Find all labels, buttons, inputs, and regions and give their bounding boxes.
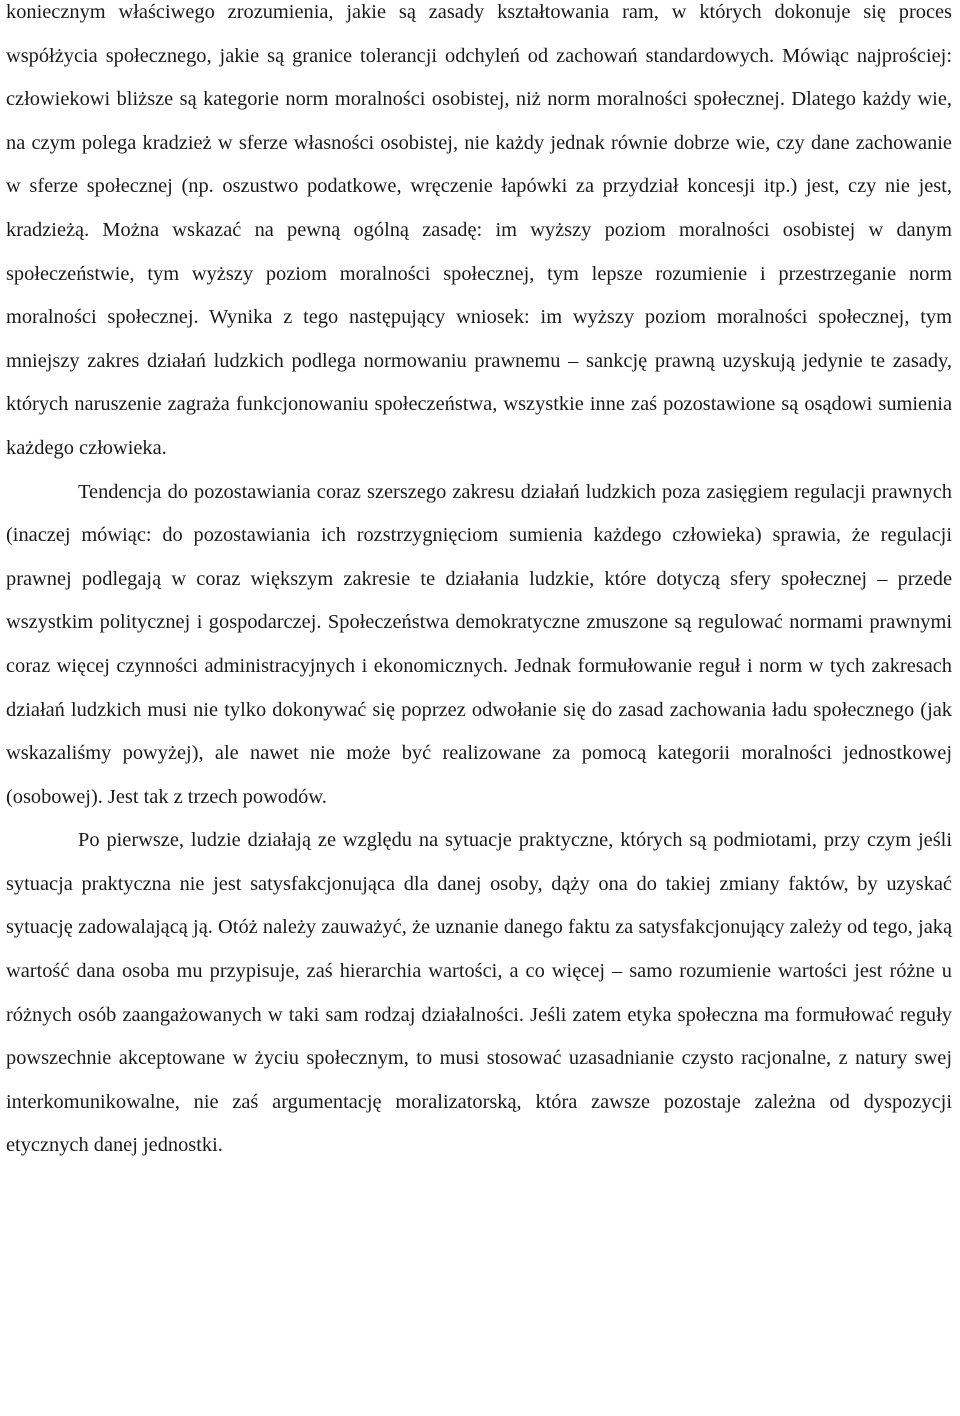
- paragraph-3: Po pierwsze, ludzie działają ze względu na sytuacje praktyczne, których są podmiotami, przy czym jeśli sytuacja praktyczna nie jest satysfakcjonująca dla danej osoby, dąży ona do takiej zmiany faktów, by uzyskać sytuację zadowalającą ją. Otóż należy zauważyć, że uznanie danego faktu za satysfakcjonujący zależy od tego, jaką wartość dana osoba mu przypisuje, zaś hierarchia wartości, a co więcej – samo rozumienie wartości jest różne u różnych osób zaangażowanych w taki sam rodzaj działalności. Jeśli zatem etyka społeczna ma formułować reguły powszechnie akceptowane w życiu społecznym, to musi stosować uzasadnianie czysto racjonalne, z natury swej interkomunikowalne, nie zaś argumentację moralizatorską, która zawsze pozostaje zależna od dyspozycji etycznych danej jednostki.: [6, 829, 952, 1157]
- paragraph-1: koniecznym właściwego zrozumienia, jakie są zasady kształtowania ram, w których dokonuje się proces współżycia społecznego, jakie są granice tolerancji odchyleń od zachowań standardowych. Mówiąc najprościej: człowiekowi bliższe są kategorie norm moralności osobistej, niż norm moralności społecznej. Dlatego każdy wie, na czym polega kradzież w sferze własności osobistej, nie każdy jednak równie dobrze wie, czy dane zachowanie w sferze społecznej (np. oszustwo podatkowe, wręczenie łapówki za przydział koncesji itp.) jest, czy nie jest, kradzieżą. Można wskazać na pewną ogólną zasadę: im wyższy poziom moralności osobistej w danym społeczeństwie, tym wyższy poziom moralności społecznej, tym lepsze rozumienie i przestrzeganie norm moralności społecznej. Wynika z tego następujący wniosek: im wyższy poziom moralności społecznej, tym mniejszy zakres działań ludzkich podlega normowaniu prawnemu – sankcję prawną uzyskują jedynie te zasady, których naruszenie zagraża funkcjonowaniu społeczeństwa, wszystkie inne zaś pozostawione są osądowi sumienia każdego człowieka.: [6, 1, 952, 459]
- paragraph-2: Tendencja do pozostawiania coraz szerszego zakresu działań ludzkich poza zasięgiem regulacji prawnych (inaczej mówiąc: do pozostawiania ich rozstrzygnięciom sumienia każdego człowieka) sprawia, że regulacji prawnej podlegają w coraz większym zakresie te działania ludzkie, które dotyczą sfery społecznej – przede wszystkim politycznej i gospodarczej. Społeczeństwa demokratyczne zmuszone są regulować normami prawnymi coraz więcej czynności administracyjnych i ekonomicznych. Jednak formułowanie reguł i norm w tych zakresach działań ludzkich musi nie tylko dokonywać się poprzez odwołanie się do zasad zachowania ładu społecznego (jak wskazaliśmy powyżej), ale nawet nie może być realizowane za pomocą kategorii moralności jednostkowej (osobowej). Jest tak z trzech powodów.: [6, 480, 952, 808]
